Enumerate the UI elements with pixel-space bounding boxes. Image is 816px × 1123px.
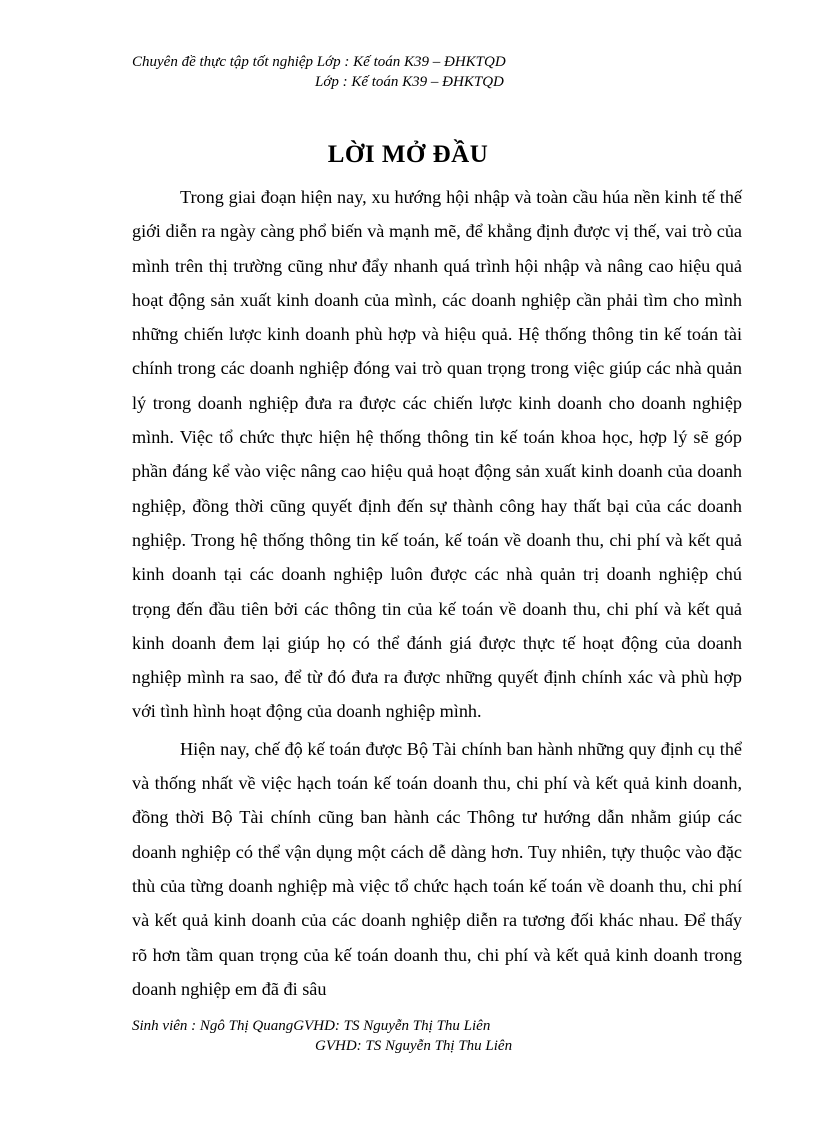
page-footer — [132, 1016, 512, 1056]
footer-line-1: Sinh viên : Ngô Thị QuangGVHD: TS Nguyễn Thị Thu Liên — [132, 1018, 491, 1034]
footer-line-2: GVHD: TS Nguyễn Thị Thu Liên — [315, 1038, 513, 1054]
paragraph: Hiện nay, chế độ kế toán được Bộ Tài chính ban hành những quy định cụ thể và thống nhất về việc hạch toán kế toán doanh thu, chi phí và kết quả kinh doanh, đồng thời Bộ Tài chính cũng ban hành các Thông tư hướng dẫn nhằm giúp các doanh nghiệp có thể vận dụng một cách dễ dàng hơn. Tuy nhiên, tựy thuộc vào đặc thù của từng doanh nghiệp mà việc tổ chức hạch toán kế toán về doanh thu, chi phí và kết quả kinh doanh của các doanh nghiệp diễn ra tương đối khác nhau. Để thấy rõ hơn tầm quan trọng của kế toán doanh thu, chi phí và kết quả kinh doanh trong doanh nghiệp em đã đi sâu — [132, 738, 742, 999]
paragraph: Trong giai đoạn hiện nay, xu hướng hội nhập và toàn cầu húa nền kinh tế thế giới diễn ra ngày càng phổ biến và mạnh mẽ, để khẳng định được vị thế, vai trò của mình trên thị trường cũng như đẩy nhanh quá trình hội nhập và nâng cao hiệu quả hoạt động sản xuất kinh doanh của mình, các doanh nghiệp cần phải tìm cho mình những chiến lược kinh doanh phù hợp và hiệu quả. Hệ thống thông tin kế toán tài chính trong các doanh nghiệp đóng vai trò quan trọng trong việc giúp các nhà quản lý trong doanh nghiệp đưa ra được các chiến lược kinh doanh cho doanh nghiệp mình. Việc tổ chức thực hiện hệ thống thông tin kế toán khoa học, hợp lý sẽ góp phần đáng kể vào việc nâng cao hiệu quả hoạt động sản xuất kinh doanh của doanh nghiệp, đồng thời cũng quyết định đến sự thành công hay thất bại của các doanh nghiệp. Trong hệ thống thông tin kế toán, kế toán về doanh thu, chi phí và kết quả kinh doanh tại các doanh nghiệp luôn được các nhà quản trị doanh nghiệp chú trọng đến đầu tiên bởi các thông tin của kế toán về doanh thu, chi phí và kết quả kinh doanh đem lại giúp họ có thể đánh giá được thực tế hoạt động của doanh nghiệp mình ra sao, để từ đó đưa ra được những quyết định chính xác và phù hợp với tình hình hoạt động của doanh nghiệp mình. — [132, 187, 742, 722]
document-body — [132, 180, 742, 1006]
page-header — [132, 52, 506, 92]
header-line-1: Chuyên đề thực tập tốt nghiệp Lớp : Kế toán K39 – ĐHKTQD — [132, 54, 506, 70]
header-line-2: Lớp : Kế toán K39 – ĐHKTQD — [315, 74, 504, 90]
page-title: LỜI MỞ ĐẦU — [327, 141, 489, 168]
